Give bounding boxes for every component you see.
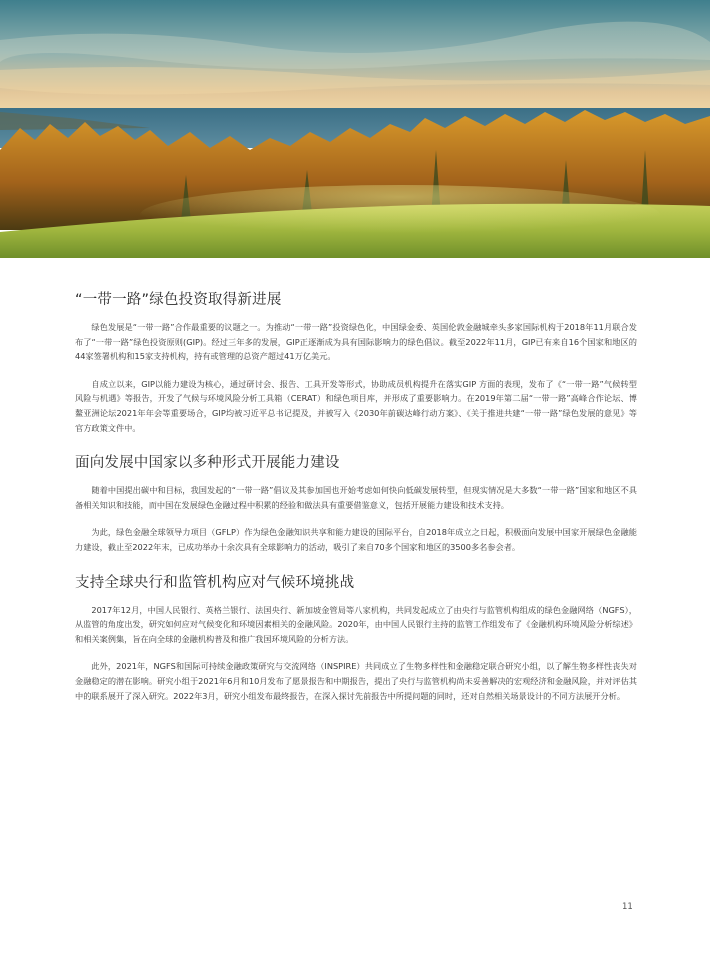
section-capacity-building bbox=[75, 453, 637, 554]
paragraph: 随着中国提出碳中和目标，我国发起的“一带一路”倡议及其参加国也开始考虑如何快向低碳发展转型，但现实情况是大多数“一带一路”国家和地区不具备相关知识和技能，而中国在发展绿色金融过程中积累的经验和做法具有重要借鉴意义，包括开展能力建设和技术支持。 bbox=[75, 485, 637, 510]
section-title: “一带一路”绿色投资取得新进展 bbox=[75, 292, 282, 308]
paragraph: 为此，绿色金融全球领导力项目（GFLP）作为绿色金融知识共享和能力建设的国际平台，自2018年成立之日起，积极面向发展中国家开展绿色金融能力建设，截止至2022年末，已成功举办十余次具有全球影响力的活动，吸引了来自70多个国家和地区的3500多名参会者。 bbox=[75, 527, 637, 552]
article-body bbox=[75, 290, 637, 721]
page-number: 11 bbox=[622, 902, 633, 912]
section-title: 面向发展中国家以多种形式开展能力建设 bbox=[75, 455, 340, 472]
section-central-banks bbox=[75, 573, 637, 704]
paragraph: 此外，2021年，NGFS和国际可持续金融政策研究与交流网络（INSPIRE）共同成立了生物多样性和金融稳定联合研究小组，以了解生物多样性丧失对金融稳定的潜在影响。研究小组于2021年6月和10月发布了愿景报告和中期报告，提出了央行与监管机构尚未妥善解决的宏观经济和金融风险，并对评估其中的联系展开了深入研究。2022年3月，研究小组发布最终报告，在深入探讨先前报告中所提问题的同时，还对自然相关场景设计的不同方法展开分析。 bbox=[75, 661, 637, 701]
paragraph: 绿色发展是“一带一路”合作最重要的议题之一。为推动“一带一路”投资绿色化，中国绿金委、英国伦敦金融城牵头多家国际机构于2018年11月联合发布了“一带一路”绿色投资原则(GIP)。经过三年多的发展，GIP正逐渐成为具有国际影响力的绿色倡议。截至2022年11月，GIP已有来自16个国家和地区的44家签署机构和15家支持机构，持有或管理的总资产超过41万亿美元。 bbox=[75, 322, 637, 362]
paragraph: 2017年12月，中国人民银行、英格兰银行、法国央行、新加坡金管局等八家机构，共同发起成立了由央行与监管机构组成的绿色金融网络（NGFS），从监管的角度出发，研究如何应对气候变化和环境因素相关的金融风险。2020年，由中国人民银行主持的监管工作组发布了《金融机构环境风险分析综述》和相关案例集，旨在向全球的金融机构普及和推广我国环境风险的分析方法。 bbox=[75, 604, 637, 644]
hero-landscape-photo bbox=[0, 0, 710, 258]
section-green-investment bbox=[75, 290, 637, 435]
section-title: 支持全球央行和监管机构应对气候环境挑战 bbox=[75, 574, 355, 591]
paragraph: 自成立以来，GIP以能力建设为核心，通过研讨会、报告、工具开发等形式，协助成员机构提升在落实GIP 方面的表现，发布了《“一带一路”气候转型风险与机遇》等报告，开发了气候与环境风险分析工具箱（CERAT）和绿色项目库，并形成了重要影响力。在2019年第二届“一带一路”高峰合作论坛、博鳌亚洲论坛2021年年会等重要场合，GIP均被习近平总书记提及，并被写入《2030年前碳达峰行动方案》、《关于推进共建“一带一路”绿色发展的意见》等官方政策文件中。 bbox=[75, 378, 637, 433]
